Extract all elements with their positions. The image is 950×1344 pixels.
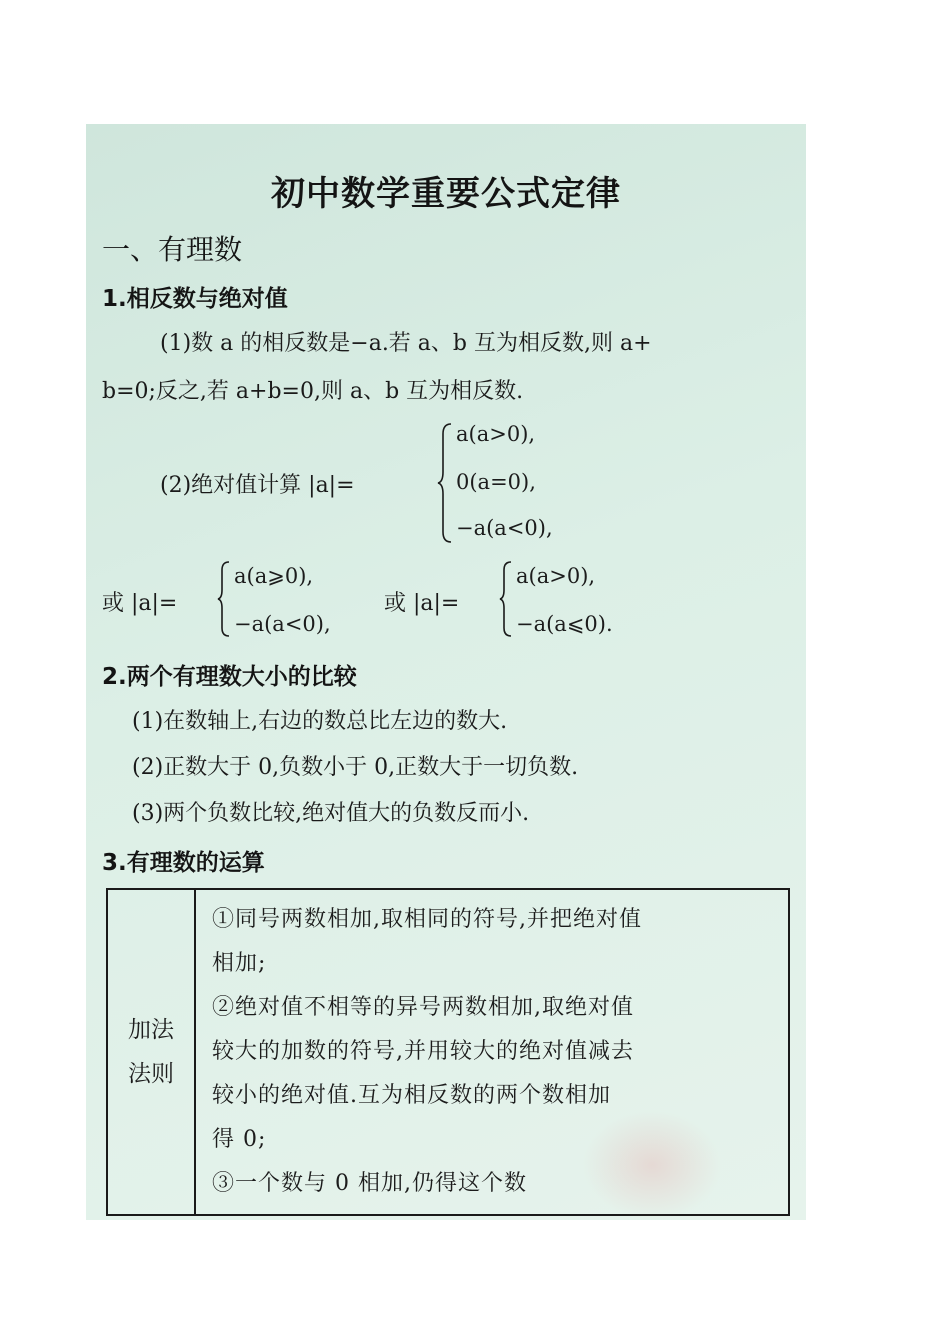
paragraph-line: (1)数 a 的相反数是−a.若 a、b 互为相反数,则 a+ xyxy=(160,331,652,356)
left-brace-icon xyxy=(498,560,514,638)
case-line: −a(a⩽0). xyxy=(516,612,613,636)
rule-text-line: ②绝对值不相等的异号两数相加,取绝对值 xyxy=(212,995,634,1020)
document-page xyxy=(86,124,806,1220)
left-brace-icon xyxy=(436,422,454,544)
section-heading: 一、有理数 xyxy=(102,233,243,266)
alt-formula-label-2: 或 |a|= xyxy=(384,591,460,616)
rule-text-line: ③一个数与 0 相加,仍得这个数 xyxy=(212,1171,527,1196)
left-brace-icon xyxy=(216,560,232,638)
rule-label: 法则 xyxy=(128,1061,174,1087)
abs-formula-label: (2)绝对值计算 |a|= xyxy=(160,473,355,498)
photo-glare xyxy=(582,1110,722,1220)
paragraph-line: b=0;反之,若 a+b=0,则 a、b 互为相反数. xyxy=(102,379,524,404)
case-line: a(a>0), xyxy=(456,422,536,446)
rule-text-line: 相加; xyxy=(212,951,267,976)
subsection-heading-1: 1.相反数与绝对值 xyxy=(102,286,288,312)
rule-text-line: 得 0; xyxy=(212,1127,267,1152)
compare-rule: (3)两个负数比较,绝对值大的负数反而小. xyxy=(132,801,530,826)
case-line: a(a⩾0), xyxy=(234,564,314,588)
rule-text-line: ①同号两数相加,取相同的符号,并把绝对值 xyxy=(212,907,642,932)
rule-label: 加法 xyxy=(128,1017,174,1043)
rule-text-line: 较小的绝对值.互为相反数的两个数相加 xyxy=(212,1083,611,1108)
case-line: 0(a=0), xyxy=(456,470,536,494)
case-line: −a(a<0), xyxy=(234,612,331,636)
alt-formula-label-1: 或 |a|= xyxy=(102,591,178,616)
case-line: a(a>0), xyxy=(516,564,596,588)
subsection-heading-2: 2.两个有理数大小的比较 xyxy=(102,664,357,690)
rule-label-cell xyxy=(107,889,195,1215)
compare-rule: (2)正数大于 0,负数小于 0,正数大于一切负数. xyxy=(132,755,579,780)
compare-rule: (1)在数轴上,右边的数总比左边的数大. xyxy=(132,709,508,734)
rule-text-line: 较大的加数的符号,并用较大的绝对值减去 xyxy=(212,1039,634,1064)
page-title: 初中数学重要公式定律 xyxy=(271,174,621,214)
subsection-heading-3: 3.有理数的运算 xyxy=(102,850,265,876)
case-line: −a(a<0), xyxy=(456,516,553,540)
